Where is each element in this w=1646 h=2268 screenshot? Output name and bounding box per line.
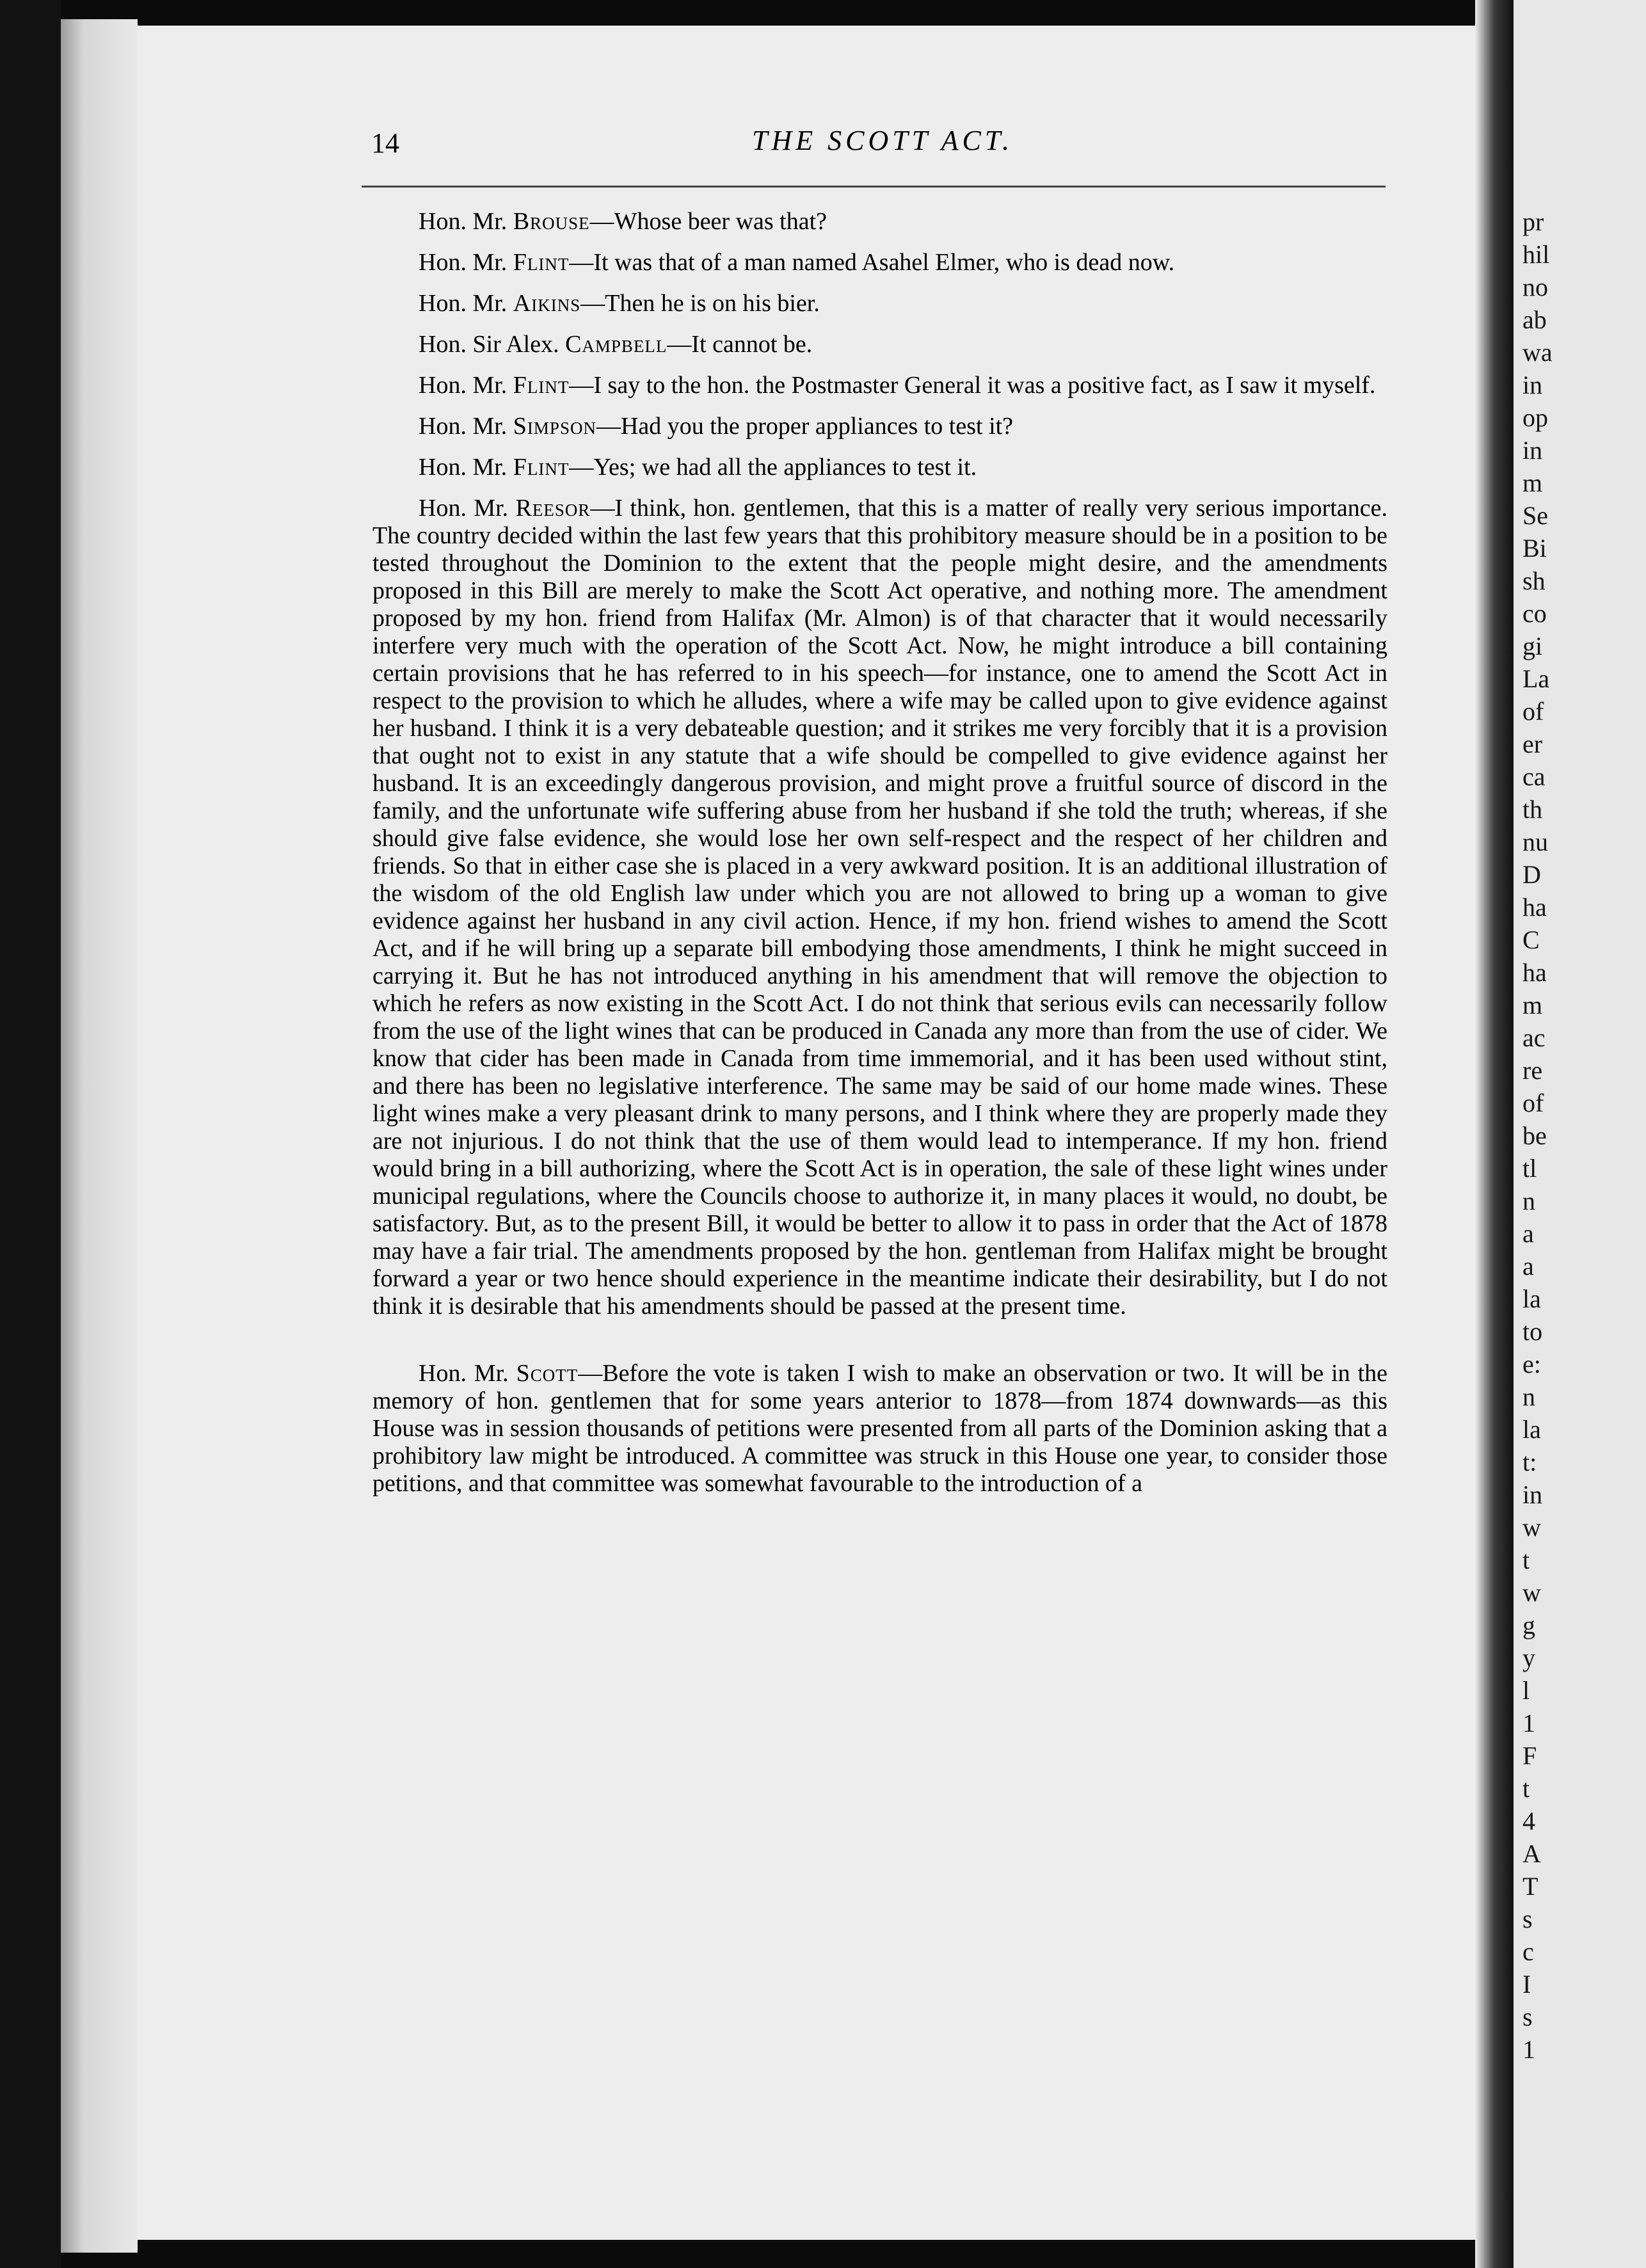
adjacent-line-fragment: F <box>1522 1741 1537 1770</box>
adjacent-line-fragment: w <box>1522 1578 1541 1607</box>
adjacent-line-fragment: pr <box>1522 207 1544 236</box>
adjacent-line-fragment: I <box>1522 1970 1531 1999</box>
adjacent-line-fragment: 4 <box>1522 1807 1535 1835</box>
dialogue-line: Hon. Mr. Flint—It was that of a man named Asahel Elmer, who is dead now. <box>419 249 1175 276</box>
adjacent-line-fragment: w <box>1522 1513 1541 1542</box>
book-spine-shadow <box>1475 0 1514 2268</box>
adjacent-line-fragment: a <box>1522 1219 1534 1248</box>
adjacent-line-fragment: s <box>1522 1905 1533 1933</box>
adjacent-line-fragment: t <box>1522 1545 1530 1574</box>
adjacent-line-fragment: of <box>1522 1089 1544 1117</box>
adjacent-line-fragment: ac <box>1522 1023 1546 1052</box>
adjacent-line-fragment: re <box>1522 1056 1543 1085</box>
adjacent-line-fragment: op <box>1522 403 1548 432</box>
speaker-name: Flint <box>513 249 570 276</box>
adjacent-line-fragment: to <box>1522 1317 1543 1346</box>
speaker-name: Flint <box>513 372 570 399</box>
adjacent-line-fragment: g <box>1522 1611 1535 1640</box>
adjacent-line-fragment: s <box>1522 2002 1533 2031</box>
adjacent-line-fragment: y <box>1522 1643 1535 1672</box>
adjacent-line-fragment: la <box>1522 1415 1541 1444</box>
adjacent-line-fragment: D <box>1522 860 1541 889</box>
adjacent-line-fragment: tl <box>1522 1154 1537 1183</box>
speech-paragraph-scott: Hon. Mr. Scott—Before the vote is taken I wish to make an observation or two. It will be in the memory of hon. gentlemen that for some years anterior to 1878—from 1874 downwards—as this House was in session thousands of petitions were presented from all parts of the Dominion asking that a prohibitory law might be introduced. A committee was struck in this House one year, to consider those petitions, and that committee was somewhat favourable to the introduction of a <box>372 1360 1387 1497</box>
speaker-name: Brouse <box>513 208 590 235</box>
adjacent-line-fragment: a <box>1522 1252 1534 1281</box>
page-body <box>372 208 1387 1497</box>
speaker-name: Reesor <box>515 495 591 522</box>
adjacent-line-fragment: t: <box>1522 1448 1537 1476</box>
previous-page-edge <box>61 19 138 2253</box>
adjacent-line-fragment: 1 <box>1522 2035 1535 2064</box>
adjacent-line-fragment: t <box>1522 1774 1530 1803</box>
adjacent-line-fragment: co <box>1522 599 1547 628</box>
adjacent-line-fragment: th <box>1522 795 1543 824</box>
adjacent-line-fragment: ca <box>1522 762 1546 791</box>
adjacent-line-fragment: sh <box>1522 566 1546 595</box>
adjacent-line-fragment: er <box>1522 730 1543 758</box>
adjacent-line-fragment: m <box>1522 991 1543 1019</box>
dialogue-line: Hon. Mr. Brouse—Whose beer was that? <box>419 208 827 235</box>
adjacent-line-fragment: la <box>1522 1284 1541 1313</box>
adjacent-line-fragment: be <box>1522 1121 1547 1150</box>
adjacent-line-fragment: ha <box>1522 958 1547 987</box>
adjacent-line-fragment: c <box>1522 1937 1534 1966</box>
adjacent-line-fragment: A <box>1522 1839 1541 1868</box>
adjacent-line-fragment: 1 <box>1522 1709 1535 1737</box>
adjacent-line-fragment: gi <box>1522 632 1543 660</box>
adjacent-line-fragment: nu <box>1522 827 1548 856</box>
adjacent-line-fragment: T <box>1522 1872 1538 1901</box>
adjacent-line-fragment: in <box>1522 1480 1543 1509</box>
adjacent-line-fragment: hil <box>1522 240 1550 269</box>
adjacent-line-fragment: wa <box>1522 338 1553 367</box>
speech-paragraph-reesor: Hon. Mr. Reesor—I think, hon. gentlemen, that this is a matter of really very serious importance. The country decided within the last few years that this prohibitory measure should be in a position to be tested throughout the Dominion to the extent that the people might desire, and the amendments proposed in this Bill are merely to make the Scott Act operative, and nothing more. The amendment proposed by my hon. friend from Halifax (Mr. Almon) is of that character that it would necessarily interfere very much with the operation of the Scott Act. Now, he might introduce a bill containing certain provisions that he has referred to in his speech—for instance, one to amend the Scott Act in respect to the provision to which he alludes, where a wife may be called upon to give evidence against her husband. I think it is a very debateable question; and it strikes me very forcibly that it is a provision that ought not to exist in any statute that a wife should be compelled to give evidence against her husband. It is an exceedingly dangerous provision, and might prove a fruitful source of discord in the family, and the unfortunate wife suffering abuse from her husband if she told the truth; whereas, if she should give false evidence, she would lose her own self-respect and the respect of her children and friends. So that in either case she is placed in a very awkward position. It is an additional illustration of the wisdom of the old English law under which you are not allowed to bring up a woman to give evidence against her husband in any civil action. Hence, if my hon. friend wishes to amend the Scott Act, and if he will bring up a separate bill embodying those amendments, I think he might succeed in carrying it. But he has not introduced anything in his amendment that will remove the objection to which he refers as now existing in the Scott Act. I do not think that serious evils can necessarily follow from the use of the light wines that can be produced in Canada any more than from the use of cider. We know that cider has been made in Canada from time immemorial, and it has been used without stint, and there has been no legislative interference. The same may be said of our home made wines. These light wines make a very pleasant drink to many persons, and I think where they are properly made they are not injurious. I do not think that the use of them would lead to intemperance. If my hon. friend would bring in a bill authorizing, where the Scott Act is in operation, the sale of these light wines under municipal regulations, where the Councils choose to authorize it, in many places it would, no doubt, be satisfactory. But, as to the present Bill, it would be better to allow it to pass in order that the Act of 1878 may have a fair trial. The amendments proposed by the hon. gentleman from Halifax might be brought forward a year or two hence should experience in the meantime indicate their desirability, but I do not think it is desirable that his amendments should be passed at the present time. <box>372 495 1387 1320</box>
speaker-name: Flint <box>513 454 570 481</box>
adjacent-line-fragment: Se <box>1522 501 1548 530</box>
dialogue-line: Hon. Mr. Aikins—Then he is on his bier. <box>419 290 820 317</box>
adjacent-line-fragment: in <box>1522 371 1543 399</box>
left-gutter <box>0 0 61 2268</box>
speaker-name: Scott <box>516 1360 579 1387</box>
dialogue-line: Hon. Mr. Simpson—Had you the proper appliances to test it? <box>419 413 1014 440</box>
dialogue-line: Hon. Mr. Flint—Yes; we had all the appliances to test it. <box>419 454 977 481</box>
speaker-name: Simpson <box>513 413 596 440</box>
adjacent-line-fragment: C <box>1522 925 1540 954</box>
adjacent-line-fragment: in <box>1522 436 1543 465</box>
adjacent-line-fragment: ab <box>1522 305 1547 334</box>
dialogue-line: Hon. Sir Alex. Campbell—It cannot be. <box>419 331 813 358</box>
adjacent-page-fragment <box>1514 0 1646 2268</box>
header-rule <box>362 186 1386 188</box>
adjacent-line-fragment: m <box>1522 468 1543 497</box>
adjacent-line-fragment: e: <box>1522 1350 1541 1378</box>
speaker-name: Campbell <box>565 331 667 358</box>
adjacent-line-fragment: La <box>1522 664 1550 693</box>
running-title: THE SCOTT ACT. <box>752 125 1014 156</box>
adjacent-line-fragment: Bi <box>1522 534 1547 563</box>
adjacent-line-fragment: l <box>1522 1676 1530 1705</box>
adjacent-line-fragment: no <box>1522 273 1548 301</box>
adjacent-line-fragment: n <box>1522 1382 1535 1411</box>
page-number: 14 <box>371 127 399 159</box>
dialogue-line: Hon. Mr. Flint—I say to the hon. the Postmaster General it was a positive fact, as I saw it myself. <box>419 372 1376 399</box>
adjacent-line-fragment: ha <box>1522 893 1547 922</box>
adjacent-line-fragment: n <box>1522 1186 1535 1215</box>
speaker-name: Aikins <box>513 290 581 317</box>
adjacent-line-fragment: of <box>1522 697 1544 726</box>
